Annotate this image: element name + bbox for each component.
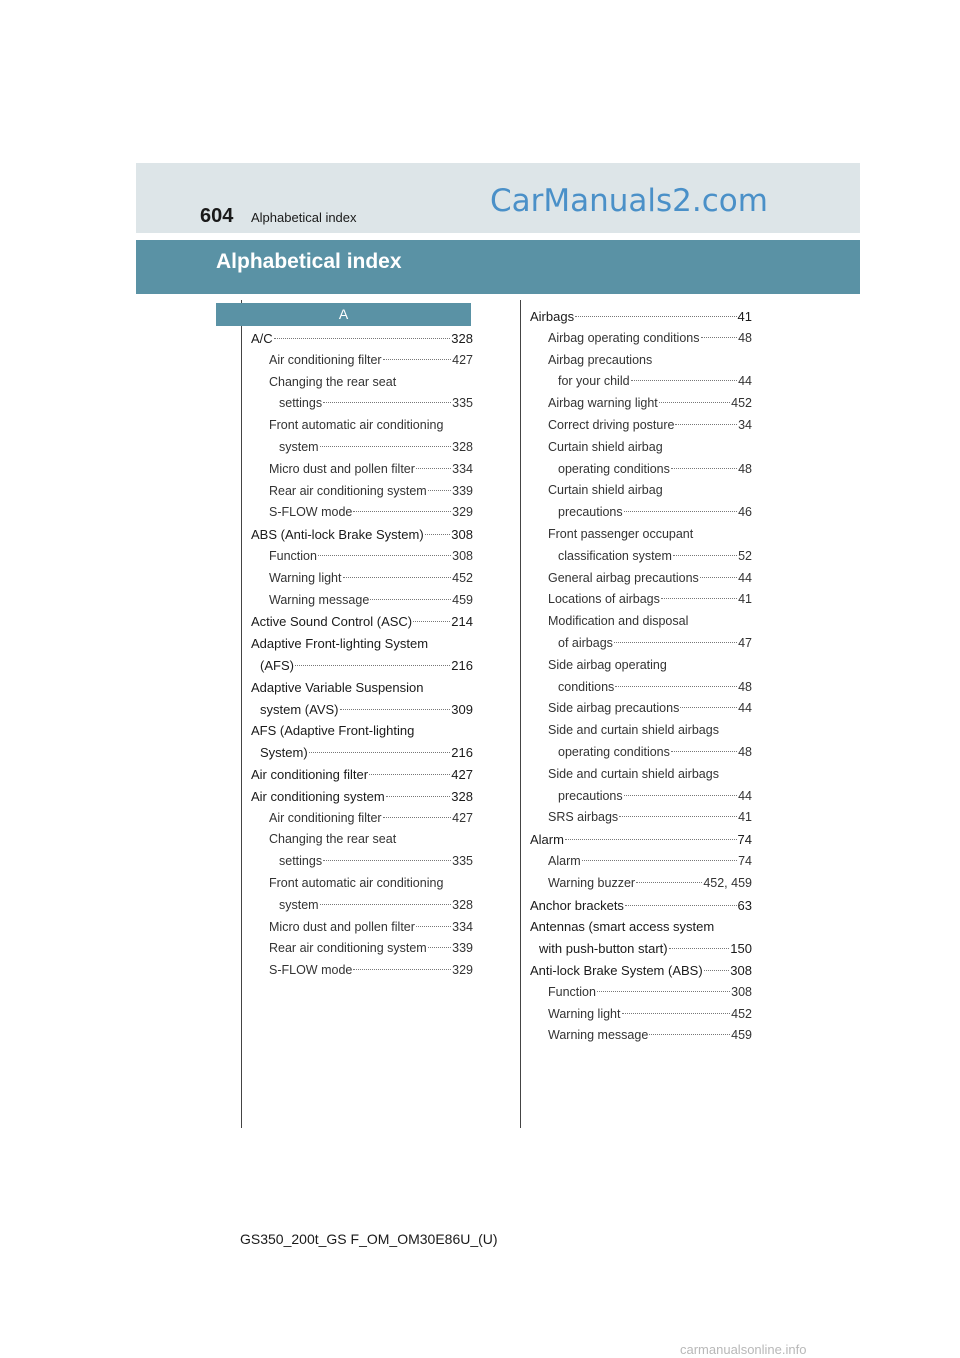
- index-entry-page[interactable]: 334: [452, 461, 473, 476]
- right-column-rule: [520, 300, 521, 1128]
- index-entry: [530, 807, 752, 829]
- leader-dots: [619, 816, 737, 817]
- leader-dots: [386, 796, 451, 797]
- index-entry: [530, 589, 752, 611]
- index-entry-label: precautions: [558, 788, 623, 803]
- leader-dots: [413, 621, 450, 622]
- index-entry-label: Alarm: [548, 853, 581, 868]
- index-entry-label: Locations of airbags: [548, 592, 660, 607]
- index-entry-label: Correct driving posture: [548, 417, 675, 432]
- index-entry-label: Antennas (smart access system: [530, 919, 715, 935]
- leader-dots: [565, 839, 737, 840]
- index-column-right: [530, 306, 752, 1047]
- index-entry-label: settings: [279, 854, 323, 869]
- index-entry-page[interactable]: 308: [451, 527, 473, 543]
- index-entry: [530, 982, 752, 1004]
- leader-dots: [624, 511, 737, 512]
- index-entry-page[interactable]: 46: [738, 505, 752, 520]
- index-entry-page[interactable]: 34: [738, 417, 752, 432]
- leader-dots: [323, 860, 451, 861]
- leader-dots: [615, 686, 737, 687]
- index-entry: [530, 633, 752, 655]
- index-entry-page[interactable]: 48: [738, 744, 752, 759]
- index-entry: [530, 960, 752, 982]
- index-entry-label: Function: [548, 984, 596, 999]
- index-entry-page[interactable]: 44: [738, 788, 752, 803]
- index-entry: [251, 720, 473, 742]
- index-entry: [251, 524, 473, 546]
- leader-dots: [383, 359, 452, 360]
- index-entry: [251, 895, 473, 917]
- index-entry: [251, 393, 473, 415]
- index-entry-page[interactable]: 216: [451, 745, 473, 761]
- index-entry: [530, 698, 752, 720]
- index-entry-label: Anti-lock Brake System (ABS): [530, 962, 703, 978]
- index-entry: [530, 328, 752, 350]
- left-column-rule: [241, 300, 242, 1128]
- index-entry: [530, 764, 752, 786]
- index-entry: [251, 851, 473, 873]
- index-entry-label: settings: [279, 396, 323, 411]
- index-entry-label: AFS (Adaptive Front-lighting: [251, 723, 415, 739]
- index-entry: [251, 633, 473, 655]
- leader-dots: [428, 490, 451, 491]
- running-title: Alphabetical index: [251, 210, 357, 225]
- index-entry-page[interactable]: 44: [738, 374, 752, 389]
- index-entry: [530, 851, 752, 873]
- index-entry-label: Warning light: [269, 570, 342, 585]
- leader-dots: [671, 751, 737, 752]
- index-entry-label: operating conditions: [558, 744, 670, 759]
- index-entry-label: S-FLOW mode: [269, 963, 353, 978]
- leader-dots: [701, 337, 738, 338]
- leader-dots: [700, 577, 737, 578]
- index-entry: [530, 938, 752, 960]
- leader-dots: [625, 905, 737, 906]
- index-entry: [251, 546, 473, 568]
- index-entry-label: Modification and disposal: [548, 614, 689, 629]
- index-entry-page[interactable]: 452: [452, 570, 473, 585]
- index-entry-label: Warning message: [269, 592, 370, 607]
- index-entry: [251, 960, 473, 982]
- index-entry: [251, 350, 473, 372]
- leader-dots: [416, 468, 451, 469]
- index-entry-page[interactable]: 452, 459: [703, 875, 752, 890]
- index-entry-label: for your child: [558, 374, 630, 389]
- index-entry-page[interactable]: 328: [451, 331, 473, 346]
- page-title: Alphabetical index: [216, 250, 402, 273]
- index-entry-label: Function: [269, 548, 317, 563]
- index-entry: [251, 590, 473, 612]
- index-entry: [530, 1025, 752, 1047]
- leader-dots: [614, 642, 737, 643]
- index-entry: [251, 699, 473, 721]
- index-entry-page[interactable]: 452: [731, 1006, 752, 1021]
- index-entry-page[interactable]: 41: [737, 309, 752, 324]
- index-entry-label: Front passenger occupant: [548, 526, 694, 541]
- leader-dots: [320, 446, 452, 447]
- index-entry-label: Air conditioning filter: [251, 766, 369, 782]
- index-entry-page[interactable]: 52: [738, 548, 752, 563]
- leader-dots: [428, 947, 451, 948]
- leader-dots: [295, 665, 450, 666]
- index-entry-label: Warning buzzer: [548, 875, 636, 890]
- index-entry: [530, 459, 752, 481]
- index-entry: [251, 742, 473, 764]
- index-entry: [251, 786, 473, 808]
- index-entry-page[interactable]: 63: [737, 897, 752, 913]
- index-entry-page[interactable]: 44: [738, 701, 752, 716]
- index-entry: [530, 306, 752, 328]
- index-entry-page[interactable]: 335: [452, 396, 473, 411]
- index-entry-label: system (AVS): [260, 701, 339, 717]
- leader-dots: [704, 970, 730, 971]
- index-entry-label: Airbag precautions: [548, 352, 653, 367]
- index-entry-label: Warning light: [548, 1006, 621, 1021]
- index-entry-label: Airbag warning light: [548, 396, 658, 411]
- index-entry-page[interactable]: 216: [451, 657, 473, 673]
- index-entry-label: Warning message: [548, 1028, 649, 1043]
- leader-dots: [416, 926, 451, 927]
- index-entry-label: operating conditions: [558, 461, 670, 476]
- index-entry-label: of airbags: [558, 635, 613, 650]
- index-entry: [530, 677, 752, 699]
- leader-dots: [320, 904, 452, 905]
- index-entry-page[interactable]: 41: [738, 592, 752, 607]
- index-entry-page[interactable]: 459: [452, 592, 473, 607]
- index-entry: [530, 524, 752, 546]
- index-entry-label: Airbag operating conditions: [548, 330, 700, 345]
- index-entry-label: ABS (Anti-lock Brake System): [251, 527, 424, 543]
- leader-dots: [631, 380, 738, 381]
- index-entry-page[interactable]: 308: [731, 984, 752, 999]
- index-entry-label: Active Sound Control (ASC): [251, 614, 413, 630]
- index-entry: [251, 873, 473, 895]
- index-entry-page[interactable]: 329: [452, 505, 473, 520]
- index-entry-label: Adaptive Front-lighting System: [251, 636, 429, 652]
- leader-dots: [353, 969, 451, 970]
- index-entry-page[interactable]: 308: [452, 548, 473, 563]
- index-entry-page[interactable]: 328: [451, 788, 473, 804]
- index-entry-label: conditions: [558, 679, 615, 694]
- index-entry: [530, 786, 752, 808]
- index-entry-label: General airbag precautions: [548, 570, 699, 585]
- leader-dots: [659, 402, 730, 403]
- index-entry-label: Side airbag operating: [548, 657, 667, 672]
- index-entry-label: Side and curtain shield airbags: [548, 766, 719, 781]
- index-entry-page[interactable]: 47: [738, 635, 752, 650]
- index-entry: [251, 328, 473, 350]
- leader-dots: [669, 948, 730, 949]
- index-entry-label: Adaptive Variable Suspension: [251, 679, 424, 695]
- index-column-left: [251, 328, 473, 982]
- index-entry: [251, 677, 473, 699]
- index-entry: [530, 415, 752, 437]
- leader-dots: [661, 598, 737, 599]
- index-entry: [251, 655, 473, 677]
- index-entry: [251, 502, 473, 524]
- index-entry-label: Rear air conditioning system: [269, 483, 427, 498]
- index-entry-page[interactable]: 329: [452, 963, 473, 978]
- index-entry: [251, 938, 473, 960]
- index-entry-page[interactable]: 339: [452, 941, 473, 956]
- index-entry-page[interactable]: 309: [451, 701, 473, 717]
- index-entry: [251, 481, 473, 503]
- index-entry: [530, 720, 752, 742]
- index-entry: [530, 611, 752, 633]
- index-entry: [251, 611, 473, 633]
- index-entry: [530, 873, 752, 895]
- index-entry-label: System): [260, 745, 308, 761]
- index-entry-label: Micro dust and pollen filter: [269, 919, 415, 934]
- index-entry: [530, 1004, 752, 1026]
- index-entry: [530, 655, 752, 677]
- index-entry: [530, 480, 752, 502]
- index-entry: [530, 742, 752, 764]
- index-entry: [530, 393, 752, 415]
- index-entry-label: Side and curtain shield airbags: [548, 723, 719, 738]
- leader-dots: [309, 752, 451, 753]
- index-entry-label: Front automatic air conditioning: [269, 875, 444, 890]
- leader-dots: [649, 1034, 730, 1035]
- index-entry-page[interactable]: 427: [451, 766, 473, 782]
- index-entry-page[interactable]: 452: [731, 396, 752, 411]
- index-entry-label: Airbags: [530, 309, 575, 324]
- leader-dots: [680, 707, 737, 708]
- index-entry: [530, 502, 752, 524]
- index-entry-page[interactable]: 427: [452, 810, 473, 825]
- leader-dots: [274, 338, 451, 339]
- index-entry-label: Anchor brackets: [530, 897, 624, 913]
- index-entry-page[interactable]: 74: [737, 832, 752, 848]
- leader-dots: [575, 316, 736, 317]
- index-entry-label: Air conditioning system: [251, 788, 385, 804]
- leader-dots: [671, 468, 737, 469]
- index-entry-label: A/C: [251, 331, 273, 346]
- page-number: 604: [200, 205, 234, 227]
- index-entry-label: Alarm: [530, 832, 564, 848]
- watermark-logo[interactable]: CarManuals2.com: [490, 183, 768, 219]
- index-entry-label: classification system: [558, 548, 672, 563]
- index-entry: [530, 437, 752, 459]
- index-entry-label: with push-button start): [539, 941, 668, 957]
- index-entry: [251, 437, 473, 459]
- leader-dots: [340, 709, 451, 710]
- section-letter-tab: A: [216, 303, 471, 326]
- index-entry: [251, 372, 473, 394]
- leader-dots: [343, 577, 452, 578]
- index-entry-label: SRS airbags: [548, 810, 619, 825]
- index-entry-page[interactable]: 48: [738, 330, 752, 345]
- leader-dots: [675, 424, 737, 425]
- leader-dots: [318, 555, 451, 556]
- index-entry-label: Side airbag precautions: [548, 701, 680, 716]
- index-entry-page[interactable]: 328: [452, 439, 473, 454]
- index-entry-label: Air conditioning filter: [269, 352, 382, 367]
- index-entry-label: Curtain shield airbag: [548, 483, 663, 498]
- index-entry-page[interactable]: 427: [452, 352, 473, 367]
- leader-dots: [370, 599, 451, 600]
- index-entry-page[interactable]: 334: [452, 919, 473, 934]
- leader-dots: [353, 511, 451, 512]
- index-entry: [251, 568, 473, 590]
- index-entry: [530, 916, 752, 938]
- index-entry-label: Micro dust and pollen filter: [269, 461, 415, 476]
- leader-dots: [369, 774, 450, 775]
- index-entry: [251, 459, 473, 481]
- leader-dots: [673, 555, 737, 556]
- index-entry-page[interactable]: 74: [738, 853, 752, 868]
- index-entry: [251, 917, 473, 939]
- index-entry: [530, 895, 752, 917]
- leader-dots: [323, 402, 451, 403]
- leader-dots: [425, 534, 451, 535]
- leader-dots: [636, 882, 702, 883]
- leader-dots: [383, 817, 452, 818]
- index-entry-label: precautions: [558, 505, 623, 520]
- index-entry-label: Changing the rear seat: [269, 832, 397, 847]
- site-watermark: carmanualsonline.info: [680, 1342, 807, 1357]
- index-entry-label: Rear air conditioning system: [269, 941, 427, 956]
- index-entry-label: system: [279, 897, 319, 912]
- index-entry: [530, 350, 752, 372]
- document-footer: GS350_200t_GS F_OM_OM30E86U_(U): [240, 1231, 498, 1247]
- leader-dots: [624, 795, 737, 796]
- index-entry-label: Front automatic air conditioning: [269, 418, 444, 433]
- index-entry-label: (AFS): [260, 657, 294, 673]
- index-entry: [251, 829, 473, 851]
- index-entry-label: S-FLOW mode: [269, 505, 353, 520]
- leader-dots: [622, 1013, 731, 1014]
- index-entry-label: Curtain shield airbag: [548, 439, 663, 454]
- index-entry: [251, 415, 473, 437]
- index-entry-label: system: [279, 439, 319, 454]
- index-entry-label: Air conditioning filter: [269, 810, 382, 825]
- leader-dots: [597, 991, 730, 992]
- index-entry: [530, 546, 752, 568]
- index-entry: [251, 808, 473, 830]
- index-entry: [530, 568, 752, 590]
- index-entry: [530, 829, 752, 851]
- index-entry-page[interactable]: 48: [738, 679, 752, 694]
- leader-dots: [582, 860, 737, 861]
- index-entry-page[interactable]: 339: [452, 483, 473, 498]
- index-entry-page[interactable]: 41: [738, 810, 752, 825]
- index-entry-page[interactable]: 150: [730, 941, 752, 957]
- index-entry-page[interactable]: 328: [452, 897, 473, 912]
- index-entry-page[interactable]: 214: [451, 614, 473, 630]
- index-entry-label: Changing the rear seat: [269, 374, 397, 389]
- index-entry: [251, 764, 473, 786]
- index-entry-page[interactable]: 48: [738, 461, 752, 476]
- index-entry-page[interactable]: 44: [738, 570, 752, 585]
- index-entry: [530, 371, 752, 393]
- index-entry-page[interactable]: 308: [730, 962, 752, 978]
- index-entry-page[interactable]: 335: [452, 854, 473, 869]
- index-entry-page[interactable]: 459: [731, 1028, 752, 1043]
